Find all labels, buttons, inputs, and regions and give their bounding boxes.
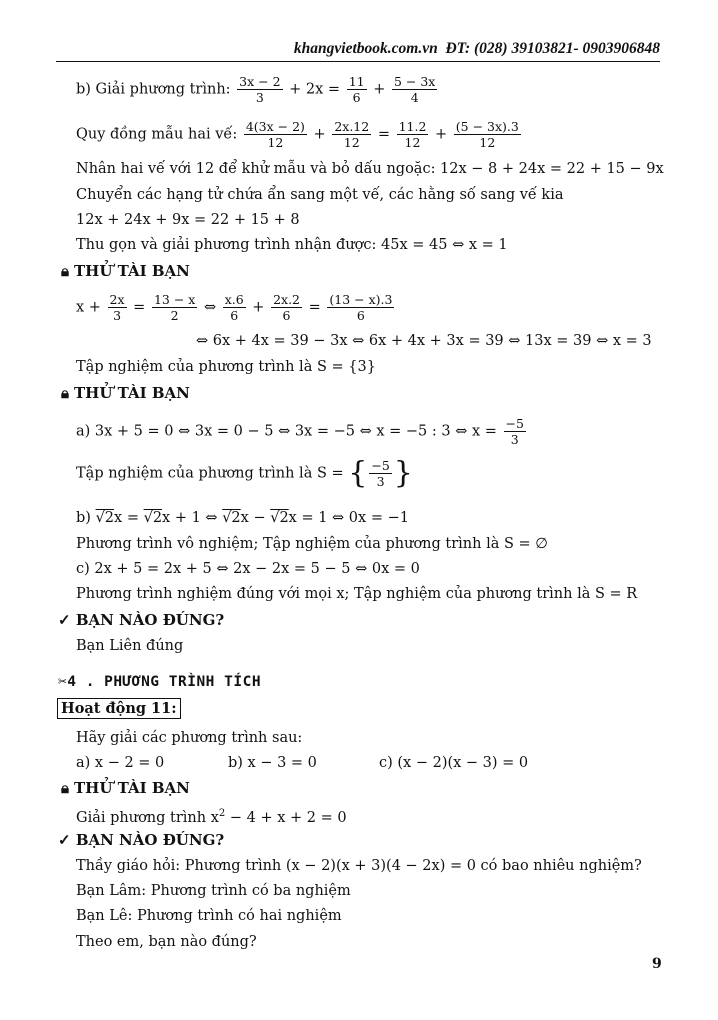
text-line: Nhân hai vế với 12 để khử mẫu và bỏ dấu ngoặc: 12x − 8 + 24x = 22 + 15 − 9x xyxy=(76,161,664,177)
fraction: $\frac{11.2}{12}$ xyxy=(398,119,427,150)
fraction: $\frac{-5}{3}$ xyxy=(371,458,390,489)
right-brace: } xyxy=(393,455,413,491)
fraction: $\frac{5 - 3x}{4}$ xyxy=(393,74,436,105)
fraction: $\frac{(13 - x).3}{6}$ xyxy=(329,292,393,323)
text-line: 12x + 24x + 9x = 22 + 15 + 8 xyxy=(76,212,300,228)
activity-label: Hoạt động 11: xyxy=(57,700,181,718)
lock-icon: 🔒︎ xyxy=(61,262,69,280)
fraction: $\frac{13 - x}{2}$ xyxy=(153,292,196,323)
lock-icon: 🔒︎ xyxy=(61,779,69,797)
text-line: Hãy giải các phương trình sau: xyxy=(76,730,303,746)
exercise-c: c) (x − 2)(x − 3) = 0 xyxy=(379,755,529,771)
fraction: $\frac{-5}{3}$ xyxy=(505,416,524,447)
equation-tt2-a: a) 3x + 5 = 0 ⇔ 3x = 0 − 5 ⇔ 3x = −5 ⇔ x = −5 : 3 ⇔ x = $\frac{-5}{3}$ xyxy=(76,416,524,447)
fraction: $\frac{4(3x - 2)}{12}$ xyxy=(245,119,305,150)
check-icon: ✓ xyxy=(58,831,71,849)
text-line: Thầy giáo hỏi: Phương trình (x − 2)(x + 3)(4 − 2x) = 0 có bao nhiêu nghiệm? xyxy=(76,858,642,874)
text-line: Chuyển các hạng tử chứa ẩn sang một vế, các hằng số sang vế kia xyxy=(76,187,564,203)
equation-common-denominator: Quy đồng mẫu hai vế: $\frac{4(3x - 2)}{12}$ + $\frac{2x.12}{12}$ = $\frac{11.2}{12}$ + $\frac{(5 - 3x).3}{12}$ xyxy=(76,119,519,150)
fraction: $\frac{2x.2}{6}$ xyxy=(273,292,300,323)
fraction: $\frac{2x}{3}$ xyxy=(109,292,125,323)
text-line: Bạn Lâm: Phương trình có ba nghiệm xyxy=(76,883,351,899)
header-rule xyxy=(56,61,660,62)
left-brace: { xyxy=(348,455,368,491)
exercise-a: a) x − 2 = 0 xyxy=(76,755,165,771)
text-line: Tập nghiệm của phương trình là S = {3} xyxy=(76,359,376,375)
scissors-icon: ✂ xyxy=(58,674,68,690)
header-site: khangvietbook.com.vn xyxy=(293,40,438,57)
sqrt-symbol: √2 xyxy=(143,510,163,526)
heading-thu-tai-ban: 🔒︎ THỬ TÀI BẠN xyxy=(58,262,190,280)
text-line: Thu gọn và giải phương trình nhận được: 45x = 45 ⇔ x = 1 xyxy=(76,237,508,253)
fraction: $\frac{x.6}{6}$ xyxy=(224,292,244,323)
sqrt-symbol: √2 xyxy=(222,510,241,526)
text-line: Theo em, bạn nào đúng? xyxy=(76,934,257,950)
fraction: $\frac{11}{6}$ xyxy=(348,74,365,105)
text-line: c) 2x + 5 = 2x + 5 ⇔ 2x − 2x = 5 − 5 ⇔ 0x = 0 xyxy=(76,561,420,577)
page-number: 9 xyxy=(652,956,662,972)
section-title: ✂4 . PHƯƠNG TRÌNH TÍCH xyxy=(58,674,262,690)
heading-thu-tai-ban: 🔒︎ THỬ TÀI BẠN xyxy=(58,384,190,402)
check-icon: ✓ xyxy=(58,611,71,629)
heading-ban-nao-dung: ✓ BẠN NÀO ĐÚNG? xyxy=(58,611,225,629)
fraction: $\frac{2x.12}{12}$ xyxy=(334,119,370,150)
header-phone: ĐT: (028) 39103821- 0903906848 xyxy=(445,40,660,57)
page-header xyxy=(56,40,660,62)
sqrt-symbol: √2 xyxy=(270,510,289,526)
text-line: Phương trình nghiệm đúng với mọi x; Tập nghiệm của phương trình là S = R xyxy=(76,586,638,602)
heading-ban-nao-dung: ✓ BẠN NÀO ĐÚNG? xyxy=(58,831,225,849)
heading-thu-tai-ban: 🔒︎ THỬ TÀI BẠN xyxy=(58,779,190,797)
equation-tt3: Giải phương trình $x^2 - 4 + x + 2 = 0$ xyxy=(76,808,347,826)
equation-tt2-b: b) √2x = √2x + 1 ⇔ √2x − √2x = 1 ⇔ 0x = −1 xyxy=(76,510,409,526)
fraction: $\frac{(5 - 3x).3}{12}$ xyxy=(455,119,519,150)
sqrt-symbol: √2 xyxy=(95,510,115,526)
lock-icon: 🔒︎ xyxy=(61,384,69,402)
text-line: ⇔ 6x + 4x = 39 − 3x ⇔ 6x + 4x + 3x = 39 ⇔ 13x = 39 ⇔ x = 3 xyxy=(196,333,652,349)
exercise-b: b) x − 3 = 0 xyxy=(228,755,317,771)
text-line: Phương trình vô nghiệm; Tập nghiệm của phương trình là S = ∅ xyxy=(76,536,548,552)
text-line: Bạn Liên đúng xyxy=(76,638,184,654)
equation-tt1: x + $\frac{2x}{3}$ = $\frac{13 - x}{2}$ ⇔ $\frac{x.6}{6}$ + $\frac{2x.2}{6}$ = $\frac{(13 - x).3}{6}$ xyxy=(76,292,393,323)
text-line: Bạn Lê: Phương trình có hai nghiệm xyxy=(76,908,342,924)
solution-set-line: Tập nghiệm của phương trình là S = { $\frac{-5}{3}$ } xyxy=(76,455,413,491)
fraction: $\frac{3x - 2}{3}$ xyxy=(239,74,281,105)
equation-b: b) Giải phương trình: $\frac{3x - 2}{3}$ + 2x = $\frac{11}{6}$ + $\frac{5 - 3x}{4}$ xyxy=(76,74,436,105)
